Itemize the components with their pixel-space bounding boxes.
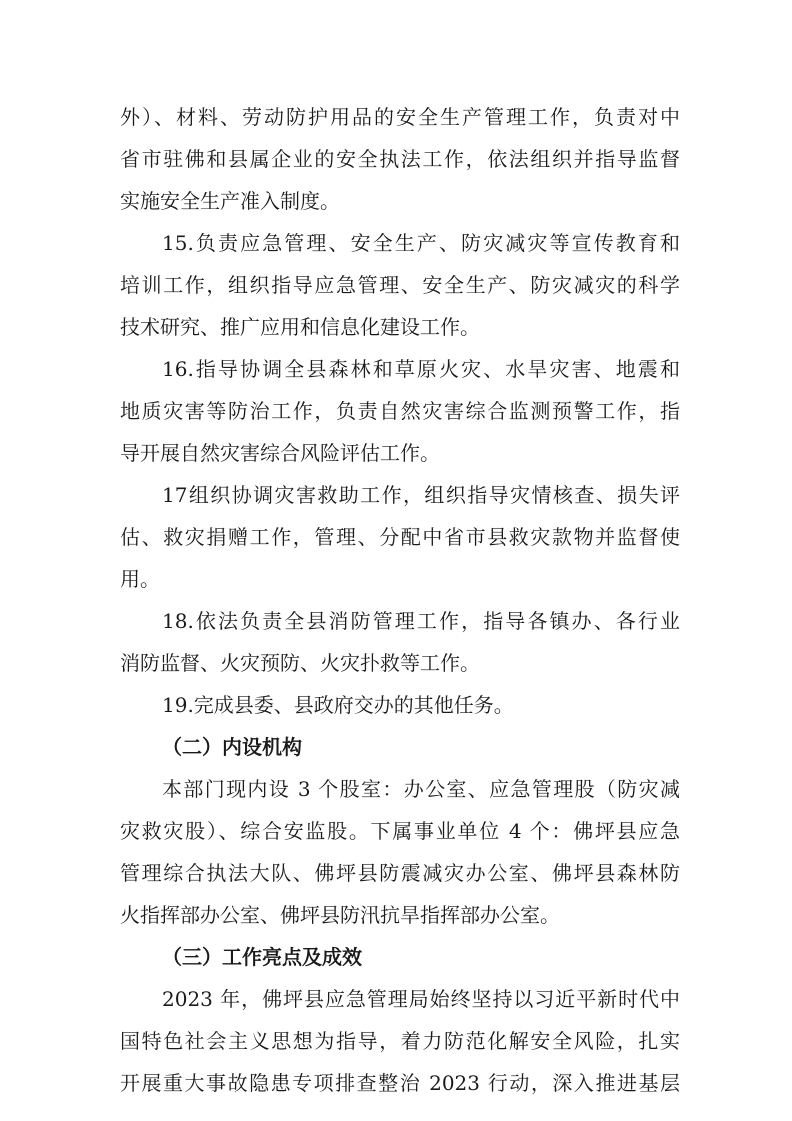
section-heading-highlights: （三）工作亮点及成效 <box>162 945 362 969</box>
list-item-18: 18.依法负责全县消防管理工作，指导各镇办、各行业 <box>162 609 680 633</box>
body-text-line: 技术研究、推广应用和信息化建设工作。 <box>120 315 480 339</box>
body-text-line: 估、救灾捐赠工作，管理、分配中省市县救灾款物并监督使 <box>120 525 680 549</box>
section-heading-internal-structure: （二）内设机构 <box>162 735 302 759</box>
body-text-line: 本部门现内设 3 个股室：办公室、应急管理股（防灾减 <box>162 777 680 801</box>
list-item-15: 15.负责应急管理、安全生产、防灾减灾等宣传教育和 <box>162 231 680 255</box>
body-text-line: 火指挥部办公室、佛坪县防汛抗旱指挥部办公室。 <box>120 903 560 927</box>
list-item-17: 17组织协调灾害救助工作，组织指导灾情核查、损失评 <box>162 483 680 507</box>
body-text-line: 开展重大事故隐患专项排查整治 2023 行动，深入推进基层 <box>120 1071 680 1095</box>
body-text-line: 消防监督、火灾预防、火灾扑救等工作。 <box>120 651 480 675</box>
body-text-line: 用。 <box>120 567 160 591</box>
body-text-line: 地质灾害等防治工作，负责自然灾害综合监测预警工作，指 <box>120 399 680 423</box>
body-text-line: 国特色社会主义思想为指导，着力防范化解安全风险，扎实 <box>120 1029 680 1053</box>
body-text-line: 外）、材料、劳动防护用品的安全生产管理工作，负责对中 <box>120 105 680 129</box>
body-text-line: 培训工作，组织指导应急管理、安全生产、防灾减灾的科学 <box>120 273 680 297</box>
body-text-line: 管理综合执法大队、佛坪县防震减灾办公室、佛坪县森林防 <box>120 861 680 885</box>
body-text-line: 实施安全生产准入制度。 <box>120 189 340 213</box>
body-text-line: 省市驻佛和县属企业的安全执法工作，依法组织并指导监督 <box>120 147 680 171</box>
body-text-line: 2023 年，佛坪县应急管理局始终坚持以习近平新时代中 <box>162 987 680 1011</box>
list-item-16: 16.指导协调全县森林和草原火灾、水旱灾害、地震和 <box>162 357 680 381</box>
list-item-19: 19.完成县委、县政府交办的其他任务。 <box>162 693 514 717</box>
body-text-line: 灾救灾股）、综合安监股。下属事业单位 4 个：佛坪县应急 <box>120 819 680 843</box>
body-text-line: 导开展自然灾害综合风险评估工作。 <box>120 441 440 465</box>
